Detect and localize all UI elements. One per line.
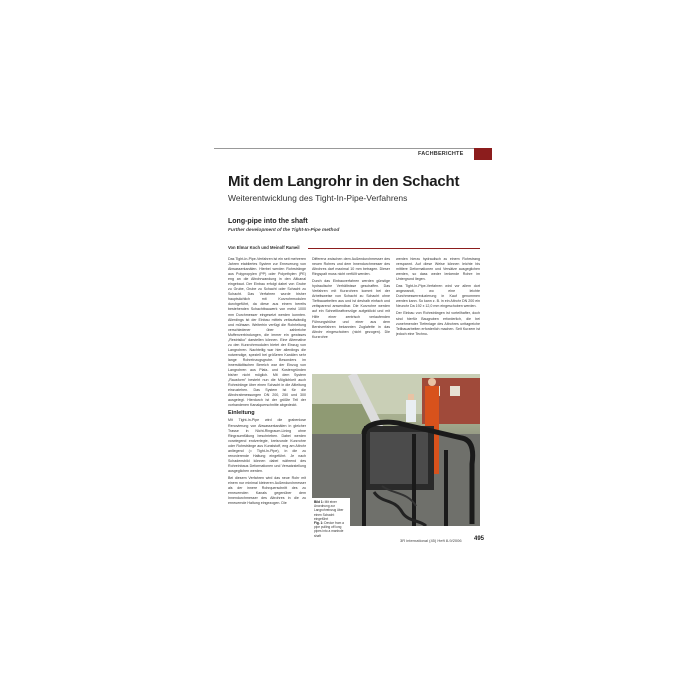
article-subtitle: Weiterentwicklung des Tight-In-Pipe-Verfahrens: [228, 193, 408, 203]
paragraph: Das Tight-In-Pipe-Verfahren ist ein seit mehreren Jahren etabliertes System zur Erneuerung von Abwasserkanälen. Hierbei werden Rohrstränge aus Polypropylen (PP) oder Polyethylen (PE) eng an die Altrohrwandung in den Altkanal eingebaut. Der Einbau erfolgt dabei von Grube zu Grube, Grube zu Schacht oder Schacht zu Schacht. Das Verfahren wurde bisher hauptsächlich mit Kurzrohrmodulen durchgeführt, da diese aus einem bereits bestehenden Schachtbauwerk von meist 1000 mm Durchmesser eingesetzt werden konnten. Allerdings ist der Einbau mittels zeitaufwändig und mühsam. Weiterhin verfügt die Rohrleitung verschiedener über zahlreiche Muffenverbindungen, die immer ein gewisses „Restrisiko" darstellen können. Eine Alternative zu den Kurzrohrmodulen bietet der Einzug von Langrohren. Nachteilig war hier allerdings die notwendige, speziell bei größeren Kanälen sehr lange Rohreinzugsgrube. Besonders im innerstädtischen Bereich war der Einzug von Langrohren aus Platz- und Kostengründen bisher nicht möglich. Mit dem System „Rausform" besteht nun die Möglichkeit auch Rohrstränge über einen Schacht in die Altleitung einzuziehen. Das System ist für die Altrohrabmessungen DN 200, 250 und 300 ausgelegt. Hierdurch ist der größte Teil der vorhandenen Kanalquerschnitte abgedeckt.: [228, 257, 306, 408]
paragraph: Mit Tight-In-Pipe wird die grabenlose Renovierung von Abwasserkanälen in gleicher Trasse in Nicht-Ringraum-Lining ohne Ringraumfüllung beschrieben. Dabei werden vorwiegend endverlegte, kreisrunde Kurzrohre oder Rohrstränge aus Kunststoff, eng am Altrohr anliegend (= Tight-In-Pipe), in die zu renovierende Haltung eingeführt. Je nach Schadensbild können dabei während des Rohreinbaus Deformationen und Versatzstellung ausgeglichen werden.: [228, 418, 306, 473]
paragraph: Der Einbau von Rohrsträngen ist vorteilhafter, doch sind hierfür Baugruben erforderlich, die bei zunehmender Tiefenlage des Altrohres unttagreiche Teilbauarbeiten erforderlich machen. Seit Kurzem ist jedoch eine Techno-: [396, 311, 480, 336]
page-number: 495: [474, 536, 485, 542]
section-accent-tab: [474, 148, 492, 160]
article-title: Mit dem Langrohr in den Schacht: [228, 173, 460, 190]
caption-en-text: Device from a pipe pulling off long pipes into a manhole shaft: [314, 521, 344, 538]
paragraph: Differenz zwischen dem Außendurchmesser des neuen Rohres und dem Innendurchmesser des Altrohres darf maximal 10 mm betragen. Dieser Ringspalt muss nicht verfüllt werden.: [312, 257, 390, 277]
caption-en-label: Fig. 1:: [314, 521, 324, 526]
byline-divider: [308, 248, 480, 249]
journal-footer: 3R international (45) Heft 8-9/2006: [400, 538, 462, 543]
text-column-3: [396, 257, 480, 363]
figure-caption: [312, 498, 350, 538]
english-title: Long-pipe into the shaft: [228, 218, 308, 225]
section-label: FACHBERICHTE: [418, 151, 464, 157]
paragraph: werden hierzu hydraulisch zu einem Rohrstrang verspannt. Auf diese Weise können leichte bis mittlere Deformationen und Versätze ausgeglichen werden, so dass weder lenkende Rohre im Untergrund liegen.: [396, 257, 480, 282]
text-column-2: [312, 257, 390, 363]
caption-label: Bild 1:: [314, 500, 324, 504]
section-heading-einleitung: Einleitung: [228, 410, 255, 417]
author-byline: Von Elmar Koch und Meinolf Rameil: [228, 245, 300, 250]
paragraph: Das Tight-In-Pipe-Verfahren wird vor allem dort angewandt, wo eine leichte Durchmesserreduzierung in Kauf genommen werden kann. So kann z. B. in ein Altrohr DN 200 ein Neurohr Da 192 x 12,0 mm eingeschoben werden.: [396, 284, 480, 309]
paragraph: Durch das Einbauverfahren werden günstige hydraulische Verhältnisse geschaffen. Das Verfahren mit Kurzrohren kommt bei der Arbeitsweise von Schacht zu Schacht ohne Tiefbauarbeiten aus und ist deshalb einfach und zeitsparend anwendbar. Die Kurzrohre werden auf ein Schnellkraftverzüge aufgeklickt und mit Hilfe einer zentrisch verlaufenden Führungshülse und einer aus dem Berstverfahren bekannten Zuglafette in das Altrohr eingeschoben (nicht gezogen). Die Kurzrohre: [312, 279, 390, 339]
english-subtitle: Further development of the Tight-In-Pipe method: [228, 228, 340, 233]
paragraph: Bei diesem Verfahren wird das neue Rohr mit einem nur minimal kleineren Außendurchmesser als der innere Rohrquerschnitt des zu erneuernden Kanals gegenüber dem Innendurchmesser des Altrohres in die zu erneuernde Haltung eingezogen. Die: [228, 475, 306, 506]
caption-text: Mit einer Anordnung zur Langrohreinzug über einen Schacht eingeführt: [314, 500, 344, 521]
text-column-1: [228, 257, 306, 529]
